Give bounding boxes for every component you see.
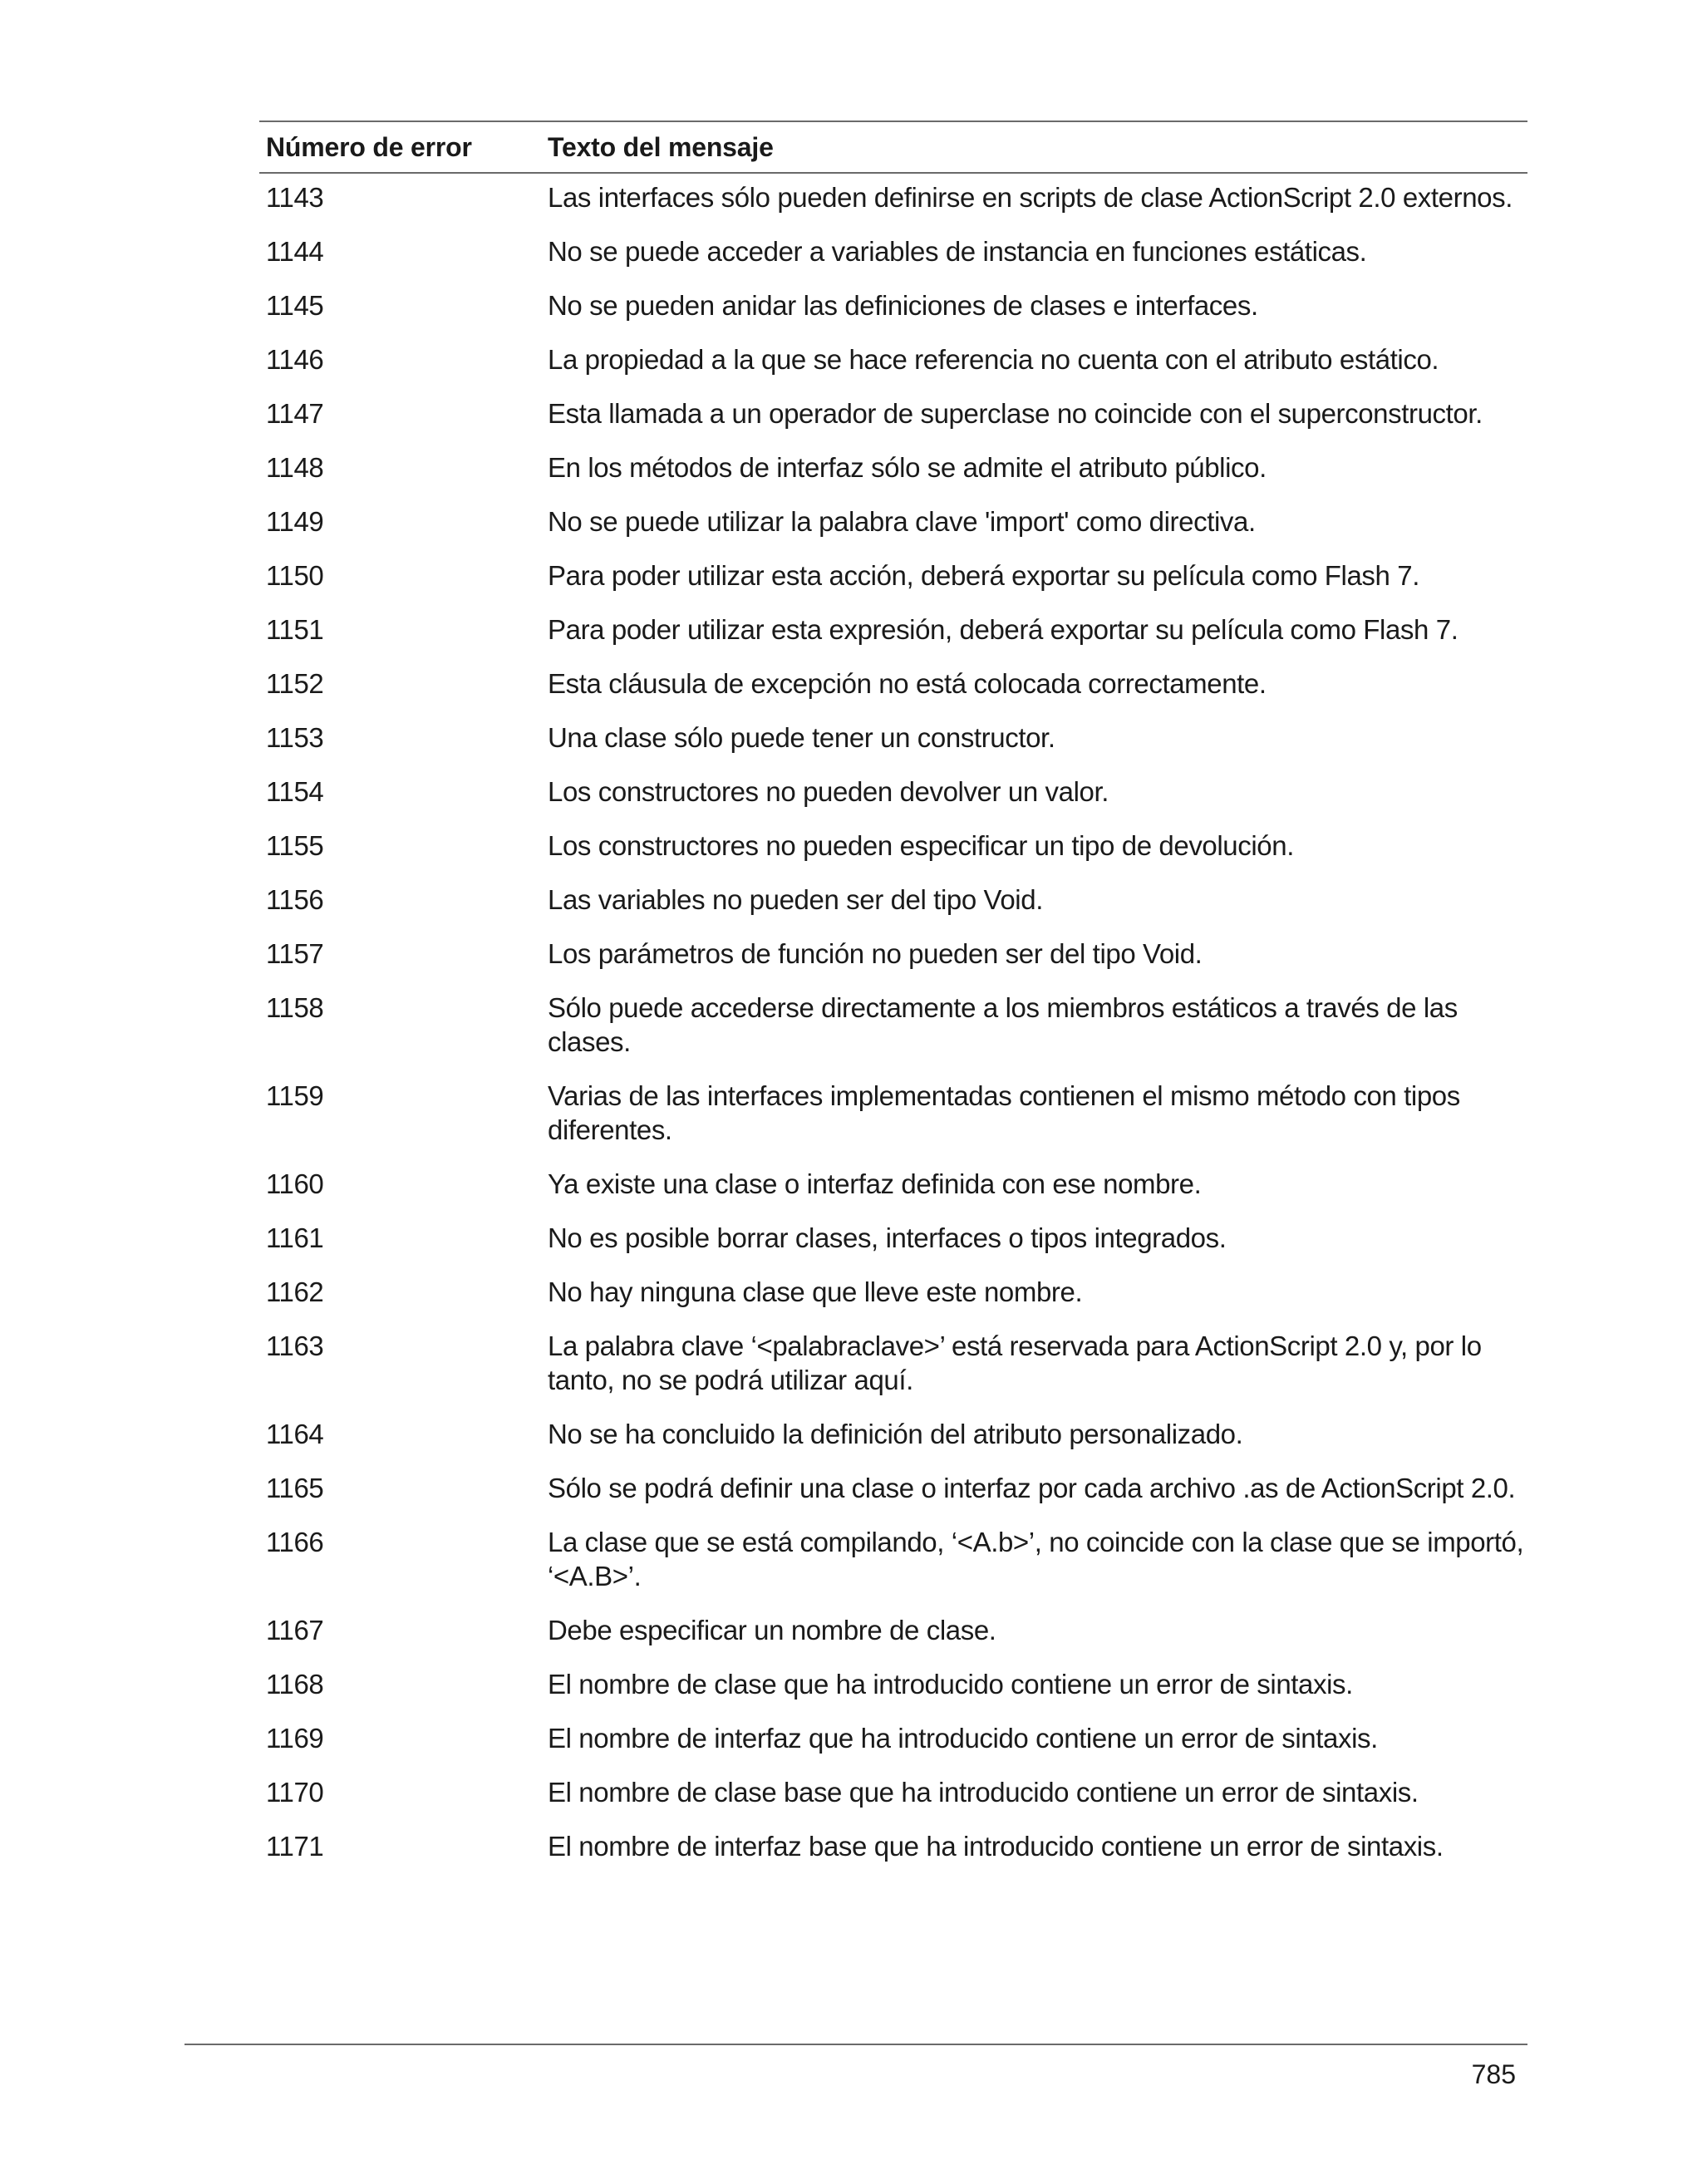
table-row	[259, 1775, 1527, 1809]
table-row	[259, 558, 1527, 593]
error-number-cell: 1166	[266, 1527, 324, 1557]
table-row	[259, 234, 1527, 268]
error-number-cell: 1158	[266, 992, 324, 1023]
table-row	[259, 180, 1527, 214]
error-message-cell: La palabra clave ‘<palabraclave>’ está reservada para ActionScript 2.0 y, por lo tanto, no se podrá utilizar aquí.	[548, 1331, 1482, 1395]
error-number-cell: 1152	[266, 668, 324, 699]
table-row	[259, 1167, 1527, 1201]
table-row	[259, 450, 1527, 485]
error-number-cell: 1167	[266, 1615, 324, 1645]
error-message-cell: El nombre de clase base que ha introducido contiene un error de sintaxis.	[548, 1777, 1419, 1808]
error-number-cell: 1159	[266, 1080, 324, 1111]
table-row	[259, 1417, 1527, 1451]
error-message-cell: En los métodos de interfaz sólo se admite el atributo público.	[548, 452, 1267, 483]
error-message-cell: Esta cláusula de excepción no está colocada correctamente.	[548, 668, 1267, 699]
error-message-cell: Debe especificar un nombre de clase.	[548, 1615, 996, 1645]
table-row	[259, 883, 1527, 917]
error-message-cell: El nombre de interfaz base que ha introducido contiene un error de sintaxis.	[548, 1831, 1444, 1862]
error-number-cell: 1151	[266, 614, 324, 645]
table-row	[259, 1471, 1527, 1505]
table-row	[259, 775, 1527, 809]
table-header-row	[259, 121, 1527, 174]
header-error-number: Número de error	[266, 131, 472, 162]
error-number-cell: 1145	[266, 290, 324, 321]
error-message-cell: Para poder utilizar esta acción, deberá exportar su película como Flash 7.	[548, 560, 1419, 591]
error-message-cell: Ya existe una clase o interfaz definida con ese nombre.	[548, 1168, 1202, 1199]
error-message-cell: Las variables no pueden ser del tipo Void.	[548, 884, 1043, 915]
table-row	[259, 1829, 1527, 1863]
table-row	[259, 991, 1527, 1059]
table-row	[259, 504, 1527, 539]
table-row	[259, 288, 1527, 322]
table-row	[259, 1079, 1527, 1147]
error-number-cell: 1154	[266, 776, 324, 807]
error-message-cell: No se puede acceder a variables de instancia en funciones estáticas.	[548, 236, 1367, 267]
error-message-cell: Esta llamada a un operador de superclase no coincide con el superconstructor.	[548, 398, 1483, 429]
footer-divider	[184, 2044, 1527, 2045]
error-number-cell: 1160	[266, 1168, 324, 1199]
error-number-cell: 1156	[266, 884, 324, 915]
error-message-cell: No se ha concluido la definición del atributo personalizado.	[548, 1419, 1243, 1449]
error-number-cell: 1153	[266, 722, 324, 753]
table-row	[259, 612, 1527, 647]
error-number-cell: 1164	[266, 1419, 324, 1449]
table-row	[259, 721, 1527, 755]
table-row	[259, 1221, 1527, 1255]
table-row	[259, 1329, 1527, 1397]
error-message-cell: Una clase sólo puede tener un constructor.	[548, 722, 1055, 753]
error-message-cell: Los parámetros de función no pueden ser del tipo Void.	[548, 938, 1203, 969]
error-number-cell: 1155	[266, 830, 324, 861]
error-message-cell: No hay ninguna clase que lleve este nombre.	[548, 1276, 1083, 1307]
table-row	[259, 342, 1527, 376]
table-row	[259, 1525, 1527, 1593]
error-number-cell: 1148	[266, 452, 324, 483]
page-number: 785	[1471, 2059, 1516, 2089]
header-message-text: Texto del mensaje	[548, 131, 774, 162]
table-row	[259, 396, 1527, 430]
error-number-cell: 1161	[266, 1222, 324, 1253]
table-row	[259, 1721, 1527, 1755]
error-number-cell: 1157	[266, 938, 324, 969]
error-message-cell: El nombre de clase que ha introducido contiene un error de sintaxis.	[548, 1669, 1353, 1699]
error-message-cell: Los constructores no pueden devolver un valor.	[548, 776, 1109, 807]
table-row	[259, 1667, 1527, 1701]
error-number-cell: 1168	[266, 1669, 324, 1699]
error-number-cell: 1143	[266, 182, 324, 213]
error-number-cell: 1150	[266, 560, 324, 591]
error-message-cell: El nombre de interfaz que ha introducido contiene un error de sintaxis.	[548, 1723, 1378, 1754]
error-message-cell: No se puede utilizar la palabra clave 'import' como directiva.	[548, 506, 1256, 537]
error-table	[259, 121, 1527, 1883]
table-row	[259, 1613, 1527, 1647]
error-message-cell: Varias de las interfaces implementadas contienen el mismo método con tipos diferentes.	[548, 1080, 1460, 1145]
table-row	[259, 937, 1527, 971]
error-number-cell: 1149	[266, 506, 324, 537]
error-number-cell: 1170	[266, 1777, 324, 1808]
error-message-cell: No es posible borrar clases, interfaces o tipos integrados.	[548, 1222, 1227, 1253]
error-message-cell: Las interfaces sólo pueden definirse en scripts de clase ActionScript 2.0 externos.	[548, 182, 1513, 213]
error-number-cell: 1171	[266, 1831, 324, 1862]
error-message-cell: Sólo puede accederse directamente a los miembros estáticos a través de las clases.	[548, 992, 1458, 1057]
error-number-cell: 1147	[266, 398, 324, 429]
table-row	[259, 829, 1527, 863]
error-number-cell: 1165	[266, 1473, 324, 1503]
error-number-cell: 1146	[266, 344, 324, 375]
table-row	[259, 667, 1527, 701]
error-number-cell: 1144	[266, 236, 324, 267]
error-message-cell: No se pueden anidar las definiciones de clases e interfaces.	[548, 290, 1258, 321]
error-message-cell: La clase que se está compilando, ‘<A.b>’, no coincide con la clase que se importó, ‘<A.B>’.	[548, 1527, 1524, 1591]
error-number-cell: 1162	[266, 1276, 324, 1307]
table-body	[259, 174, 1527, 1863]
error-number-cell: 1163	[266, 1331, 324, 1361]
error-message-cell: La propiedad a la que se hace referencia no cuenta con el atributo estático.	[548, 344, 1439, 375]
error-message-cell: Sólo se podrá definir una clase o interfaz por cada archivo .as de ActionScript 2.0.	[548, 1473, 1516, 1503]
table-row	[259, 1275, 1527, 1309]
error-message-cell: Para poder utilizar esta expresión, deberá exportar su película como Flash 7.	[548, 614, 1459, 645]
error-message-cell: Los constructores no pueden especificar un tipo de devolución.	[548, 830, 1294, 861]
error-number-cell: 1169	[266, 1723, 324, 1754]
